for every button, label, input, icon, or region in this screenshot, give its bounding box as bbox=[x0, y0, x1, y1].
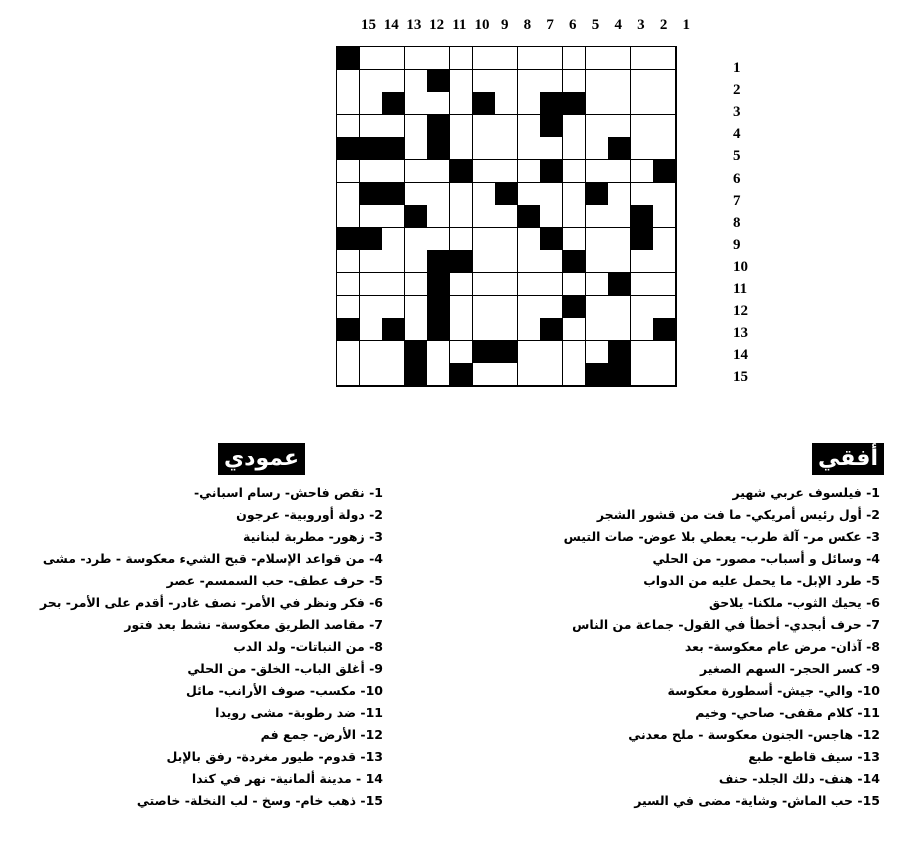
black-cell bbox=[495, 341, 518, 364]
white-cell[interactable] bbox=[360, 47, 383, 70]
white-cell[interactable] bbox=[586, 250, 609, 273]
down-clue: 9- أغلق الباب- الخلق- من الحلي bbox=[187, 661, 383, 676]
row-number: 12 bbox=[733, 303, 748, 320]
white-cell[interactable] bbox=[405, 273, 428, 296]
white-cell[interactable] bbox=[427, 363, 450, 386]
column-number: 12 bbox=[429, 17, 445, 33]
black-cell bbox=[427, 70, 450, 93]
white-cell[interactable] bbox=[495, 137, 518, 160]
white-cell[interactable] bbox=[405, 296, 428, 319]
black-cell bbox=[360, 183, 383, 206]
column-number: 2 bbox=[659, 17, 668, 33]
across-clue: 9- كسر الحجر- السهم الصغير bbox=[699, 661, 880, 676]
white-cell[interactable] bbox=[337, 115, 360, 138]
white-cell[interactable] bbox=[608, 228, 631, 251]
white-cell[interactable] bbox=[473, 296, 496, 319]
white-cell[interactable] bbox=[563, 115, 586, 138]
black-cell bbox=[653, 318, 676, 341]
white-cell[interactable] bbox=[405, 137, 428, 160]
black-cell bbox=[518, 205, 541, 228]
white-cell[interactable] bbox=[450, 341, 473, 364]
down-header: عمودي bbox=[218, 443, 305, 475]
row-number: 9 bbox=[733, 236, 741, 253]
white-cell[interactable] bbox=[360, 92, 383, 115]
column-number: 8 bbox=[523, 17, 532, 33]
black-cell bbox=[427, 250, 450, 273]
white-cell[interactable] bbox=[608, 92, 631, 115]
column-number: 4 bbox=[614, 17, 622, 33]
across-clue: 3- عكس مر- آلة طرب- يعطي بلا عوض- صات التيس bbox=[563, 529, 880, 544]
black-cell bbox=[337, 47, 360, 70]
across-clues-list bbox=[564, 482, 880, 812]
black-cell bbox=[586, 363, 609, 386]
white-cell[interactable] bbox=[360, 205, 383, 228]
white-cell[interactable] bbox=[360, 160, 383, 183]
white-cell[interactable] bbox=[653, 70, 676, 93]
black-cell bbox=[563, 250, 586, 273]
white-cell[interactable] bbox=[653, 47, 676, 70]
black-cell bbox=[360, 228, 383, 251]
white-cell[interactable] bbox=[653, 183, 676, 206]
black-cell bbox=[608, 363, 631, 386]
white-cell[interactable] bbox=[563, 137, 586, 160]
down-clue: 10- مكسب- صوف الأرانب- مائل bbox=[185, 683, 383, 698]
white-cell[interactable] bbox=[586, 273, 609, 296]
white-cell[interactable] bbox=[405, 183, 428, 206]
white-cell[interactable] bbox=[495, 318, 518, 341]
white-cell[interactable] bbox=[563, 228, 586, 251]
across-clue: 1- فيلسوف عربي شهير bbox=[732, 485, 880, 500]
white-cell[interactable] bbox=[473, 47, 496, 70]
black-cell bbox=[382, 137, 405, 160]
white-cell[interactable] bbox=[540, 273, 563, 296]
black-cell bbox=[608, 137, 631, 160]
white-cell[interactable] bbox=[653, 250, 676, 273]
white-cell[interactable] bbox=[631, 341, 654, 364]
white-cell[interactable] bbox=[360, 296, 383, 319]
white-cell[interactable] bbox=[405, 228, 428, 251]
white-cell[interactable] bbox=[518, 115, 541, 138]
black-cell bbox=[382, 318, 405, 341]
white-cell[interactable] bbox=[495, 92, 518, 115]
white-cell[interactable] bbox=[405, 92, 428, 115]
black-cell bbox=[586, 183, 609, 206]
white-cell[interactable] bbox=[563, 318, 586, 341]
down-clue: 11- ضد رطوبة- مشى رويدا bbox=[215, 705, 383, 720]
white-cell[interactable] bbox=[473, 318, 496, 341]
black-cell bbox=[608, 273, 631, 296]
across-clue: 15- حب الماش- وشاية- مضى في السير bbox=[634, 793, 880, 808]
white-cell[interactable] bbox=[563, 273, 586, 296]
white-cell[interactable] bbox=[405, 250, 428, 273]
white-cell[interactable] bbox=[382, 341, 405, 364]
white-cell[interactable] bbox=[518, 47, 541, 70]
down-clue: 1- نقص فاحش- رسام اسباني- bbox=[193, 485, 383, 500]
white-cell[interactable] bbox=[382, 250, 405, 273]
white-cell[interactable] bbox=[540, 250, 563, 273]
white-cell[interactable] bbox=[405, 115, 428, 138]
white-cell[interactable] bbox=[337, 341, 360, 364]
white-cell[interactable] bbox=[473, 160, 496, 183]
down-clue: 8- من النباتات- ولد الدب bbox=[233, 639, 383, 654]
white-cell[interactable] bbox=[360, 250, 383, 273]
white-cell[interactable] bbox=[382, 228, 405, 251]
row-number: 2 bbox=[733, 82, 741, 99]
white-cell[interactable] bbox=[653, 363, 676, 386]
white-cell[interactable] bbox=[360, 318, 383, 341]
white-cell[interactable] bbox=[450, 228, 473, 251]
white-cell[interactable] bbox=[563, 363, 586, 386]
white-cell[interactable] bbox=[518, 250, 541, 273]
white-cell[interactable] bbox=[382, 160, 405, 183]
row-number: 1 bbox=[733, 60, 741, 76]
across-clue: 11- كلام مقفى- صاحي- وخيم bbox=[695, 705, 880, 720]
white-cell[interactable] bbox=[405, 318, 428, 341]
white-cell[interactable] bbox=[653, 228, 676, 251]
white-cell[interactable] bbox=[337, 92, 360, 115]
column-number: 1 bbox=[682, 17, 691, 33]
white-cell[interactable] bbox=[518, 296, 541, 319]
white-cell[interactable] bbox=[608, 70, 631, 93]
black-cell bbox=[631, 205, 654, 228]
white-cell[interactable] bbox=[473, 137, 496, 160]
white-cell[interactable] bbox=[563, 205, 586, 228]
column-number: 9 bbox=[500, 17, 509, 33]
column-number: 10 bbox=[474, 17, 490, 33]
white-cell[interactable] bbox=[586, 228, 609, 251]
white-cell[interactable] bbox=[495, 70, 518, 93]
white-cell[interactable] bbox=[631, 250, 654, 273]
white-cell[interactable] bbox=[540, 205, 563, 228]
white-cell[interactable] bbox=[405, 47, 428, 70]
black-cell bbox=[653, 160, 676, 183]
white-cell[interactable] bbox=[631, 137, 654, 160]
white-cell[interactable] bbox=[631, 47, 654, 70]
white-cell[interactable] bbox=[518, 273, 541, 296]
white-cell[interactable] bbox=[427, 47, 450, 70]
white-cell[interactable] bbox=[427, 183, 450, 206]
row-number: 6 bbox=[733, 170, 741, 187]
white-cell[interactable] bbox=[608, 296, 631, 319]
row-number: 11 bbox=[733, 281, 748, 297]
white-cell[interactable] bbox=[653, 273, 676, 296]
black-cell bbox=[563, 296, 586, 319]
white-cell[interactable] bbox=[450, 70, 473, 93]
black-cell bbox=[337, 318, 360, 341]
white-cell[interactable] bbox=[586, 92, 609, 115]
across-clue: 4- وسائل و أسباب- مصور- من الحلي bbox=[652, 551, 880, 566]
white-cell[interactable] bbox=[360, 273, 383, 296]
white-cell[interactable] bbox=[608, 115, 631, 138]
white-cell[interactable] bbox=[495, 296, 518, 319]
white-cell[interactable] bbox=[563, 70, 586, 93]
white-cell[interactable] bbox=[450, 273, 473, 296]
down-clue: 2- دولة أوروبية- عرجون bbox=[236, 507, 383, 522]
row-number: 4 bbox=[733, 126, 741, 143]
white-cell[interactable] bbox=[382, 296, 405, 319]
column-number: 11 bbox=[452, 17, 467, 33]
white-cell[interactable] bbox=[473, 228, 496, 251]
down-clue: 7- مقاصد الطريق معكوسة- نشط بعد فتور bbox=[124, 617, 383, 632]
column-number: 15 bbox=[361, 17, 376, 33]
white-cell[interactable] bbox=[608, 47, 631, 70]
white-cell[interactable] bbox=[473, 205, 496, 228]
white-cell[interactable] bbox=[518, 341, 541, 364]
white-cell[interactable] bbox=[653, 205, 676, 228]
white-cell[interactable] bbox=[450, 296, 473, 319]
crossword-grid bbox=[336, 46, 677, 387]
white-cell[interactable] bbox=[540, 183, 563, 206]
white-cell[interactable] bbox=[653, 137, 676, 160]
white-cell[interactable] bbox=[586, 341, 609, 364]
white-cell[interactable] bbox=[450, 205, 473, 228]
across-clue: 5- طرد الإبل- ما يحمل عليه من الدواب bbox=[643, 573, 880, 588]
white-cell[interactable] bbox=[631, 296, 654, 319]
white-cell[interactable] bbox=[473, 183, 496, 206]
white-cell[interactable] bbox=[337, 160, 360, 183]
column-number: 7 bbox=[546, 17, 554, 33]
white-cell[interactable] bbox=[427, 160, 450, 183]
white-cell[interactable] bbox=[540, 296, 563, 319]
white-cell[interactable] bbox=[495, 228, 518, 251]
white-cell[interactable] bbox=[608, 318, 631, 341]
white-cell[interactable] bbox=[540, 363, 563, 386]
white-cell[interactable] bbox=[518, 70, 541, 93]
white-cell[interactable] bbox=[653, 92, 676, 115]
down-clue: 12- الأرض- جمع فم bbox=[260, 727, 383, 742]
across-clue: 8- آذان- مرض عام معكوسة- بعد bbox=[684, 639, 880, 654]
white-cell[interactable] bbox=[382, 70, 405, 93]
black-cell bbox=[427, 273, 450, 296]
white-cell[interactable] bbox=[586, 318, 609, 341]
white-cell[interactable] bbox=[473, 115, 496, 138]
black-cell bbox=[450, 363, 473, 386]
down-clue: 15- ذهب خام- وسخ - لب النخلة- خاصتي bbox=[136, 793, 383, 808]
white-cell[interactable] bbox=[360, 363, 383, 386]
row-number: 14 bbox=[733, 347, 748, 364]
white-cell[interactable] bbox=[540, 137, 563, 160]
black-cell bbox=[473, 341, 496, 364]
white-cell[interactable] bbox=[427, 341, 450, 364]
white-cell[interactable] bbox=[586, 160, 609, 183]
white-cell[interactable] bbox=[382, 205, 405, 228]
white-cell[interactable] bbox=[337, 183, 360, 206]
white-cell[interactable] bbox=[631, 363, 654, 386]
row-number: 10 bbox=[733, 258, 748, 275]
white-cell[interactable] bbox=[427, 205, 450, 228]
white-cell[interactable] bbox=[450, 137, 473, 160]
row-number: 3 bbox=[733, 104, 741, 121]
white-cell[interactable] bbox=[631, 318, 654, 341]
white-cell[interactable] bbox=[495, 47, 518, 70]
across-clue: 6- يحيك الثوب- ملكنا- يلاحق bbox=[709, 595, 880, 610]
white-cell[interactable] bbox=[586, 137, 609, 160]
white-cell[interactable] bbox=[608, 183, 631, 206]
down-clue: 14 - مدينة ألمانية- نهر في كندا bbox=[191, 771, 383, 786]
white-cell[interactable] bbox=[382, 273, 405, 296]
white-cell[interactable] bbox=[653, 296, 676, 319]
black-cell bbox=[540, 160, 563, 183]
row-number: 5 bbox=[733, 148, 741, 165]
white-cell[interactable] bbox=[382, 47, 405, 70]
black-cell bbox=[382, 92, 405, 115]
across-clue: 10- والي- جيش- أسطورة معكوسة bbox=[667, 683, 880, 698]
white-cell[interactable] bbox=[631, 273, 654, 296]
black-cell bbox=[405, 205, 428, 228]
white-cell[interactable] bbox=[495, 115, 518, 138]
white-cell[interactable] bbox=[608, 205, 631, 228]
row-number: 8 bbox=[733, 214, 741, 231]
white-cell[interactable] bbox=[427, 228, 450, 251]
white-cell[interactable] bbox=[653, 341, 676, 364]
white-cell[interactable] bbox=[608, 160, 631, 183]
down-clue: 5- حرف عطف- حب السمسم- عصر bbox=[166, 573, 383, 588]
white-cell[interactable] bbox=[586, 70, 609, 93]
black-cell bbox=[540, 92, 563, 115]
black-cell bbox=[405, 363, 428, 386]
column-number: 13 bbox=[406, 17, 422, 33]
white-cell[interactable] bbox=[495, 250, 518, 273]
white-cell[interactable] bbox=[427, 92, 450, 115]
down-clue: 4- من قواعد الإسلام- قبح الشيء معكوسة - طرد- مشى bbox=[42, 551, 383, 566]
white-cell[interactable] bbox=[405, 70, 428, 93]
white-cell[interactable] bbox=[518, 228, 541, 251]
black-cell bbox=[337, 137, 360, 160]
black-cell bbox=[540, 115, 563, 138]
black-cell bbox=[427, 296, 450, 319]
black-cell bbox=[473, 92, 496, 115]
across-clue: 14- هنف- دلك الجلد- حنف bbox=[718, 771, 880, 786]
white-cell[interactable] bbox=[382, 115, 405, 138]
black-cell bbox=[360, 137, 383, 160]
white-cell[interactable] bbox=[653, 115, 676, 138]
white-cell[interactable] bbox=[360, 70, 383, 93]
white-cell[interactable] bbox=[337, 250, 360, 273]
white-cell[interactable] bbox=[586, 47, 609, 70]
black-cell bbox=[631, 228, 654, 251]
white-cell[interactable] bbox=[563, 183, 586, 206]
white-cell[interactable] bbox=[608, 250, 631, 273]
down-clue: 3- زهور- مطربة لبنانية bbox=[243, 529, 383, 544]
white-cell[interactable] bbox=[540, 70, 563, 93]
white-cell[interactable] bbox=[382, 363, 405, 386]
down-clue: 13- قدوم- طيور مغردة- رفق بالإبل bbox=[166, 749, 383, 764]
white-cell[interactable] bbox=[450, 183, 473, 206]
white-cell[interactable] bbox=[450, 318, 473, 341]
white-cell[interactable] bbox=[586, 296, 609, 319]
white-cell[interactable] bbox=[540, 341, 563, 364]
white-cell[interactable] bbox=[518, 363, 541, 386]
white-cell[interactable] bbox=[518, 92, 541, 115]
across-clue: 12- هاجس- الجنون معكوسة - ملح معدني bbox=[628, 727, 880, 742]
white-cell[interactable] bbox=[586, 205, 609, 228]
column-number: 6 bbox=[569, 17, 577, 33]
white-cell[interactable] bbox=[450, 115, 473, 138]
across-clue: 7- حرف أبجدي- أخطأ في القول- جماعة من الناس bbox=[572, 617, 880, 632]
black-cell bbox=[608, 341, 631, 364]
white-cell[interactable] bbox=[473, 273, 496, 296]
black-cell bbox=[337, 228, 360, 251]
white-cell[interactable] bbox=[631, 115, 654, 138]
white-cell[interactable] bbox=[563, 341, 586, 364]
across-clue: 2- أول رئيس أمريكي- ما فت من قشور الشجر bbox=[596, 507, 880, 522]
black-cell bbox=[495, 183, 518, 206]
white-cell[interactable] bbox=[518, 318, 541, 341]
white-cell[interactable] bbox=[337, 296, 360, 319]
white-cell[interactable] bbox=[360, 115, 383, 138]
across-header: أفقي bbox=[812, 443, 884, 475]
row-number: 15 bbox=[733, 369, 748, 386]
black-cell bbox=[405, 341, 428, 364]
across-clue: 13- سيف قاطع- طبع bbox=[748, 749, 880, 764]
black-cell bbox=[427, 137, 450, 160]
white-cell[interactable] bbox=[586, 115, 609, 138]
white-cell[interactable] bbox=[518, 160, 541, 183]
white-cell[interactable] bbox=[473, 250, 496, 273]
black-cell bbox=[427, 115, 450, 138]
down-clue: 6- فكر ونظر في الأمر- نصف غادر- أقدم على الأمر- بحر bbox=[39, 595, 383, 610]
white-cell[interactable] bbox=[495, 273, 518, 296]
black-cell bbox=[540, 318, 563, 341]
black-cell bbox=[427, 318, 450, 341]
white-cell[interactable] bbox=[450, 47, 473, 70]
white-cell[interactable] bbox=[518, 137, 541, 160]
white-cell[interactable] bbox=[495, 363, 518, 386]
black-cell bbox=[450, 160, 473, 183]
white-cell[interactable] bbox=[631, 160, 654, 183]
white-cell[interactable] bbox=[360, 341, 383, 364]
row-number: 7 bbox=[733, 192, 741, 209]
column-number: 3 bbox=[637, 17, 645, 33]
white-cell[interactable] bbox=[337, 363, 360, 386]
black-cell bbox=[540, 228, 563, 251]
white-cell[interactable] bbox=[337, 70, 360, 93]
white-cell[interactable] bbox=[631, 183, 654, 206]
white-cell[interactable] bbox=[473, 70, 496, 93]
black-cell bbox=[563, 92, 586, 115]
black-cell bbox=[450, 250, 473, 273]
black-cell bbox=[382, 183, 405, 206]
white-cell[interactable] bbox=[473, 363, 496, 386]
white-cell[interactable] bbox=[518, 183, 541, 206]
white-cell[interactable] bbox=[540, 47, 563, 70]
row-number: 13 bbox=[733, 325, 748, 342]
column-number: 5 bbox=[591, 17, 600, 33]
white-cell[interactable] bbox=[495, 160, 518, 183]
white-cell[interactable] bbox=[631, 92, 654, 115]
white-cell[interactable] bbox=[631, 70, 654, 93]
white-cell[interactable] bbox=[450, 92, 473, 115]
white-cell[interactable] bbox=[337, 205, 360, 228]
white-cell[interactable] bbox=[563, 160, 586, 183]
down-clues-list bbox=[40, 482, 383, 812]
white-cell[interactable] bbox=[563, 47, 586, 70]
white-cell[interactable] bbox=[495, 205, 518, 228]
column-number: 14 bbox=[383, 17, 399, 33]
white-cell[interactable] bbox=[405, 160, 428, 183]
white-cell[interactable] bbox=[337, 273, 360, 296]
